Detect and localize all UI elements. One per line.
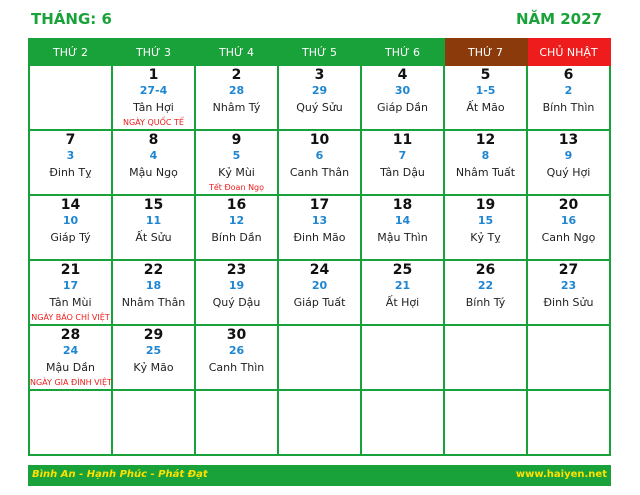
weekday-header: THỨ 4	[195, 39, 278, 65]
day-cell[interactable]	[527, 65, 610, 130]
footer-motto: Bình An - Hạnh Phúc - Phát Đạt	[32, 469, 208, 480]
lunar-date: 28	[228, 84, 245, 97]
lunar-date: 21	[394, 279, 411, 292]
lunar-date: 8	[481, 149, 490, 162]
footer-website-link[interactable]: www.haiyen.net	[515, 469, 607, 480]
day-cell[interactable]	[361, 195, 444, 260]
lunar-date: 19	[228, 279, 245, 292]
lunar-date: 23	[560, 279, 577, 292]
can-chi-name: Nhâm Tuất	[455, 166, 516, 179]
day-cell[interactable]	[29, 130, 112, 195]
lunar-date: 3	[66, 149, 75, 162]
week-row	[29, 260, 610, 325]
can-chi-name: Canh Thân	[289, 166, 350, 179]
day-cell[interactable]	[112, 195, 195, 260]
day-cell[interactable]	[361, 130, 444, 195]
can-chi-name: Kỷ Tỵ	[470, 231, 501, 244]
day-cell[interactable]	[195, 195, 278, 260]
lunar-date: 1-5	[475, 84, 496, 97]
empty-day-cell	[527, 390, 610, 455]
lunar-date: 20	[311, 279, 328, 292]
can-chi-name: Quý Sửu	[296, 101, 343, 114]
month-title: THÁNG: 6	[31, 10, 112, 28]
day-cell[interactable]	[444, 130, 527, 195]
can-chi-name: Giáp Tý	[50, 231, 91, 244]
can-chi-name: Bính Thìn	[542, 101, 595, 114]
solar-date: 25	[392, 262, 413, 278]
empty-day-cell	[278, 390, 361, 455]
day-cell[interactable]	[195, 260, 278, 325]
solar-date: 12	[475, 132, 496, 148]
lunar-date: 14	[394, 214, 411, 227]
day-cell[interactable]	[29, 195, 112, 260]
can-chi-name: Ất Mão	[466, 101, 505, 114]
weekday-header: THỨ 6	[361, 39, 444, 65]
can-chi-name: Nhâm Tý	[212, 101, 261, 114]
empty-day-cell	[444, 325, 527, 390]
day-cell[interactable]	[112, 130, 195, 195]
solar-date: 30	[226, 327, 247, 343]
week-row	[29, 195, 610, 260]
can-chi-name: Mậu Thìn	[377, 231, 428, 244]
can-chi-name: Kỷ Mão	[133, 361, 174, 374]
day-cell[interactable]	[195, 130, 278, 195]
empty-day-cell	[361, 390, 444, 455]
empty-day-cell	[444, 390, 527, 455]
solar-date: 9	[231, 132, 242, 148]
can-chi-name: Bính Dần	[211, 231, 262, 244]
can-chi-name: Giáp Tuất	[293, 296, 346, 309]
solar-date: 24	[309, 262, 330, 278]
lunar-date: 15	[477, 214, 494, 227]
empty-day-cell	[29, 390, 112, 455]
solar-date: 7	[65, 132, 76, 148]
empty-day-cell	[195, 390, 278, 455]
lunar-date: 18	[145, 279, 162, 292]
can-chi-name: Giáp Dần	[377, 101, 428, 114]
solar-date: 29	[143, 327, 164, 343]
solar-date: 21	[60, 262, 81, 278]
day-cell[interactable]	[527, 195, 610, 260]
solar-date: 23	[226, 262, 247, 278]
lunar-date: 9	[564, 149, 573, 162]
weekday-header: THỨ 5	[278, 39, 361, 65]
solar-date: 6	[563, 67, 574, 83]
can-chi-name: Tân Mùi	[49, 296, 92, 309]
weekday-header-row	[29, 39, 610, 65]
can-chi-name: Ất Hợi	[385, 296, 420, 309]
lunar-date: 29	[311, 84, 328, 97]
calendar-grid	[28, 38, 611, 456]
lunar-date: 5	[232, 149, 241, 162]
solar-date: 28	[60, 327, 81, 343]
lunar-date: 17	[62, 279, 79, 292]
holiday-label: NGÀY BÁO CHÍ VIỆT	[31, 313, 110, 322]
day-cell[interactable]	[278, 195, 361, 260]
day-cell[interactable]	[361, 260, 444, 325]
lunar-date: 2	[564, 84, 573, 97]
day-cell[interactable]	[29, 325, 112, 390]
day-cell[interactable]	[278, 65, 361, 130]
can-chi-name: Bính Tý	[465, 296, 506, 309]
lunar-date: 24	[62, 344, 79, 357]
solar-date: 8	[148, 132, 159, 148]
lunar-date: 30	[394, 84, 411, 97]
week-row	[29, 65, 610, 130]
can-chi-name: Canh Thìn	[208, 361, 265, 374]
solar-date: 26	[475, 262, 496, 278]
day-cell[interactable]	[444, 195, 527, 260]
lunar-date: 25	[145, 344, 162, 357]
lunar-date: 26	[228, 344, 245, 357]
can-chi-name: Quý Dậu	[212, 296, 261, 309]
empty-day-cell	[361, 325, 444, 390]
day-cell[interactable]	[278, 260, 361, 325]
solar-date: 10	[309, 132, 330, 148]
can-chi-name: Canh Ngọ	[541, 231, 596, 244]
lunar-date: 22	[477, 279, 494, 292]
day-cell[interactable]	[112, 325, 195, 390]
day-cell[interactable]	[195, 65, 278, 130]
day-cell[interactable]	[278, 130, 361, 195]
can-chi-name: Nhâm Thân	[121, 296, 186, 309]
lunar-date: 11	[145, 214, 162, 227]
day-cell[interactable]	[527, 130, 610, 195]
solar-date: 17	[309, 197, 330, 213]
can-chi-name: Tân Hợi	[133, 101, 174, 114]
day-cell[interactable]	[444, 260, 527, 325]
lunar-date: 16	[560, 214, 577, 227]
solar-date: 18	[392, 197, 413, 213]
lunar-date: 7	[398, 149, 407, 162]
lunar-date: 6	[315, 149, 324, 162]
day-cell[interactable]	[361, 65, 444, 130]
can-chi-name: Tân Dậu	[380, 166, 425, 179]
footer-bar	[28, 465, 611, 486]
lunar-date: 10	[62, 214, 79, 227]
week-row	[29, 130, 610, 195]
weekday-header-saturday: THỨ 7	[444, 39, 527, 65]
can-chi-name: Kỷ Mùi	[218, 166, 255, 179]
day-cell[interactable]	[527, 260, 610, 325]
solar-date: 4	[397, 67, 408, 83]
holiday-label: NGÀY GIA ĐÌNH VIỆT	[30, 378, 112, 387]
solar-date: 16	[226, 197, 247, 213]
weekday-header: THỨ 2	[29, 39, 112, 65]
can-chi-name: Quý Hợi	[546, 166, 591, 179]
lunar-date: 13	[311, 214, 328, 227]
lunar-date: 12	[228, 214, 245, 227]
solar-date: 19	[475, 197, 496, 213]
solar-date: 27	[558, 262, 579, 278]
empty-day-cell	[527, 325, 610, 390]
empty-day-cell	[29, 65, 112, 130]
week-row	[29, 325, 610, 390]
can-chi-name: Ất Sửu	[135, 231, 172, 244]
can-chi-name: Mậu Ngọ	[129, 166, 178, 179]
can-chi-name: Đinh Mão	[293, 231, 346, 244]
solar-date: 22	[143, 262, 164, 278]
can-chi-name: Đinh Tỵ	[49, 166, 92, 179]
can-chi-name: Đinh Sửu	[543, 296, 594, 309]
empty-day-cell	[278, 325, 361, 390]
solar-date: 3	[314, 67, 325, 83]
lunar-date: 4	[149, 149, 158, 162]
day-cell[interactable]	[444, 65, 527, 130]
can-chi-name: Mậu Dần	[46, 361, 95, 374]
weekday-header: THỨ 3	[112, 39, 195, 65]
holiday-label: Tết Đoan Ngọ	[208, 183, 265, 192]
solar-date: 13	[558, 132, 579, 148]
week-row	[29, 390, 610, 455]
empty-day-cell	[112, 390, 195, 455]
solar-date: 11	[392, 132, 413, 148]
solar-date: 2	[231, 67, 242, 83]
lunar-date: 27-4	[139, 84, 168, 97]
day-cell[interactable]	[112, 260, 195, 325]
day-cell[interactable]	[29, 260, 112, 325]
solar-date: 15	[143, 197, 164, 213]
solar-date: 5	[480, 67, 491, 83]
year-title: NĂM 2027	[515, 10, 602, 28]
day-cell[interactable]	[195, 325, 278, 390]
day-cell[interactable]	[112, 65, 195, 130]
weekday-header-sunday: CHỦ NHẬT	[527, 39, 610, 65]
solar-date: 20	[558, 197, 579, 213]
solar-date: 1	[148, 67, 159, 83]
solar-date: 14	[60, 197, 81, 213]
holiday-label: NGÀY QUỐC TẾ	[123, 118, 184, 127]
